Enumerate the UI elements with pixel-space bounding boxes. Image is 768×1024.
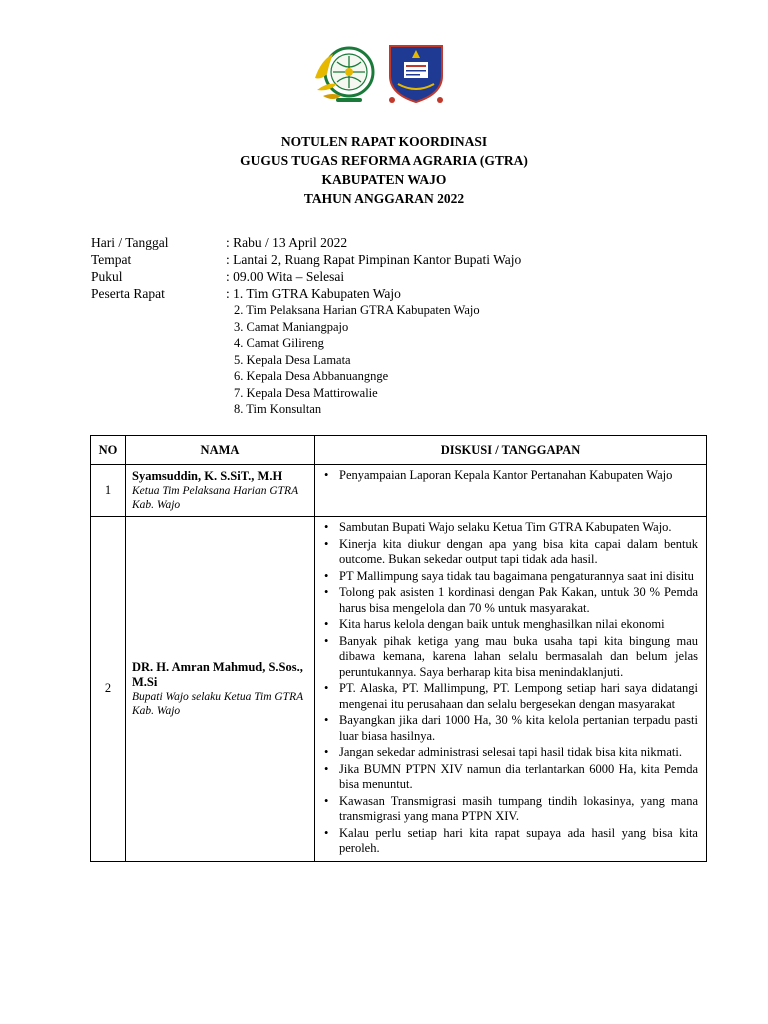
discussion-point: • Jika BUMN PTPN XIV namun dia terlantarkan 6000 Ha, kita Pemda bisa menuntut. [321,762,698,793]
peserta-item: 4. Camat Gilireng [234,336,324,350]
peserta-label: Peserta Rapat [91,286,165,301]
discussion-point: • Kalau perlu setiap hari kita rapat supaya ada hasil yang bisa kita peroleh. [321,826,698,857]
discussion-point: • PT Mallimpung saya tidak tau bagaimana pengaturannya saat ini disitu [321,569,698,585]
peserta-first: : 1. Tim GTRA Kabupaten Wajo [226,286,401,301]
discussion-point: • Banyak pihak ketiga yang mau buka usaha tapi kita bingung mau dibawa kemana, karena lahan selalu bermasalah dan belum jelas peruntukannya. Saya berharap kita bisa menindaklanjuti. [321,634,698,681]
title-line-1: NOTULEN RAPAT KOORDINASI [280,134,488,149]
hari-value: : Rabu / 13 April 2022 [226,235,348,250]
row-no: 2 [91,517,126,862]
peserta-item: 6. Kepala Desa Abbanuangnge [234,369,389,383]
discussion-point: • Kawasan Transmigrasi masih tumpang tindih lokasinya, yang mana transmigrasi yang mana PTPN XIV. [321,794,698,825]
discussion-point: • Kinerja kita diukur dengan apa yang bisa kita capai dalam bentuk outcome. Bukan sekedar output tapi tidak ada hasil. [321,537,698,568]
speaker-role: Bupati Wajo selaku Ketua Tim GTRA Kab. Wajo [132,690,303,717]
row-nama [126,517,315,862]
table-row [91,465,707,517]
discussion-list [321,520,698,857]
peserta-item: 7. Kepala Desa Mattirowalie [234,385,378,400]
document-title [0,132,768,208]
kabupaten-wajo-logo-icon [384,40,448,104]
discussion-point: • Sambutan Bupati Wajo selaku Ketua Tim GTRA Kabupaten Wajo. [321,520,698,536]
header-no: NO [91,436,126,465]
peserta-item: 2. Tim Pelaksana Harian GTRA Kabupaten Wajo [234,303,480,317]
title-line-3: KABUPATEN WAJO [321,172,447,187]
pukul-label: Pukul [91,269,123,284]
discussion-point: • PT. Alaska, PT. Mallimpung, PT. Lempong setiap hari saya didatangi mengenai itu perusahaan dan selalu bergesekan dengan masyarakat [321,681,698,712]
info-row-tempat [91,251,711,268]
tempat-value: : Lantai 2, Ruang Rapat Pimpinan Kantor Bupati Wajo [226,252,522,267]
discussion-list [321,468,698,484]
header-nama: NAMA [126,436,315,465]
info-row-hari [91,234,711,251]
discussion-point: • Tolong pak asisten 1 kordinasi dengan Pak Kakan, untuk 30 % Pemda harus bisa mengelola dan 70 % untuk masyarakat. [321,585,698,616]
speaker-name: Syamsuddin, K. S.SiT., M.H [132,469,283,483]
speaker-role: Ketua Tim Pelaksana Harian GTRA Kab. Wajo [132,485,298,511]
table-header-row [91,436,707,465]
discussion-point: • Jangan sekedar administrasi selesai tapi hasil tidak bisa kita nikmati. [321,745,698,761]
meeting-info [91,234,711,418]
title-line-4: TAHUN ANGGARAN 2022 [303,191,465,206]
discussion-point: • Penyampaian Laporan Kepala Kantor Pertanahan Kabupaten Wajo [321,468,698,484]
peserta-item: 5. Kepala Desa Lamata [234,352,351,367]
discussion-point: • Kita harus kelola dengan baik untuk menghasilkan nilai ekonomi [321,617,698,633]
table-row [91,517,707,862]
peserta-item: 8. Tim Konsultan [234,402,322,416]
minutes-table [90,435,707,862]
speaker-name: DR. H. Amran Mahmud, S.Sos., M.Si [132,659,303,689]
atr-bpn-logo-icon [311,38,381,106]
title-line-2: GUGUS TUGAS REFORMA AGRARIA (GTRA) [240,153,528,168]
header-logos [0,38,768,106]
info-row-pukul [91,268,711,285]
info-row-peserta [91,285,711,302]
row-diskusi [315,517,707,862]
tempat-label: Tempat [91,252,132,267]
peserta-list [234,302,711,418]
row-nama [126,465,315,517]
pukul-value: : 09.00 Wita – Selesai [226,269,345,284]
header-diskusi: DISKUSI / TANGGAPAN [315,436,707,465]
row-no: 1 [91,465,126,517]
discussion-point: • Bayangkan jika dari 1000 Ha, 30 % kita kelola pertanian terpadu pasti luar biasa hasilnya. [321,713,698,744]
row-diskusi [315,465,707,517]
hari-label: Hari / Tanggal [91,235,169,250]
peserta-item: 3. Camat Maniangpajo [234,319,349,334]
